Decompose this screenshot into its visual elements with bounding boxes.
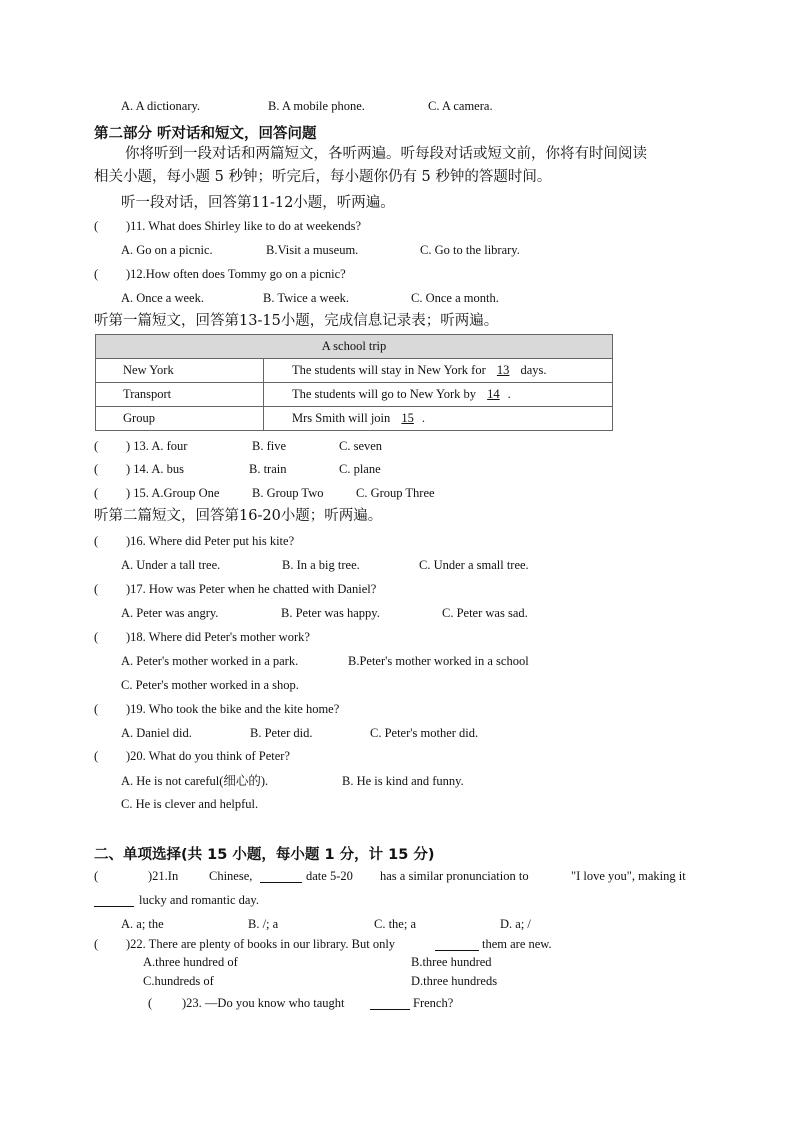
option-b: B. train [249,462,287,476]
option-c: C. Group Three [356,486,435,500]
row-content: Mrs Smith will join 15 . [264,407,613,431]
option-a: A. a; the [121,917,164,931]
option-a: A. Once a week. [121,291,204,305]
option-b: B. In a big tree. [282,558,360,572]
blank-13[interactable]: 13 [496,363,510,377]
option-b: B. He is kind and funny. [342,774,464,788]
blank[interactable] [370,997,410,1010]
answer-paren[interactable]: ( [94,267,99,281]
option-c: C.hundreds of [143,974,214,988]
answer-paren[interactable]: ( [94,937,99,951]
passage1-instruction: 听第一篇短文，回答第13-15小题，完成信息记录表；听两遍。 [94,313,499,329]
answer-paren[interactable]: ( [94,439,99,453]
question-13: ) 13. A. four [126,439,188,453]
option-a: A. Daniel did. [121,726,192,740]
row-content: The students will stay in New York for 13 days. [264,359,613,383]
question-21-text: Chinese, [209,869,253,883]
option-a: A. He is not careful(细心的). [121,774,269,788]
option-b: B. /; a [248,917,279,931]
row-label: Group [96,407,264,431]
dialogue-instruction: 听一段对话，回答第11-12小题，听两遍。 [121,195,395,211]
info-record-table [95,334,613,431]
answer-paren[interactable]: ( [94,534,99,548]
question-22: )22. There are plenty of books in our library. But only [126,937,396,951]
answer-paren[interactable]: ( [94,749,99,763]
row-content: The students will go to New York by 14 . [264,383,613,407]
option-c: C. plane [339,462,381,476]
answer-paren[interactable]: ( [94,869,99,883]
question-22-tail: them are new. [482,937,552,951]
question-20: )20. What do you think of Peter? [126,749,290,763]
blank[interactable] [260,870,302,883]
option-a: A. Peter's mother worked in a park. [121,654,299,668]
option-d: D. a; / [500,917,531,931]
question-21-text: "I love you", making it [571,869,686,883]
answer-paren[interactable]: ( [148,996,153,1010]
answer-paren[interactable]: ( [94,219,99,233]
option-c: C. He is clever and helpful. [121,797,259,811]
option-c: C. Peter was sad. [442,606,528,620]
option-d: D.three hundreds [411,974,498,988]
blank[interactable] [435,938,479,951]
answer-paren[interactable]: ( [94,582,99,596]
question-12: )12.How often does Tommy go on a picnic? [126,267,346,281]
option-a: A. A dictionary. [121,99,201,113]
question-21-number: )21.In [148,869,179,883]
answer-paren[interactable]: ( [94,702,99,716]
option-c: C. Once a month. [411,291,499,305]
option-b: B. A mobile phone. [268,99,365,113]
table-row [96,359,613,383]
answer-paren[interactable]: ( [94,462,99,476]
option-b: B. five [252,439,287,453]
option-b: B.three hundred [411,955,492,969]
blank-14[interactable]: 14 [487,387,500,401]
option-c: C. Go to the library. [420,243,520,257]
question-18: )18. Where did Peter's mother work? [126,630,310,644]
option-c: C. seven [339,439,383,453]
question-21-text: date 5-20 [306,869,353,883]
row-label: New York [96,359,264,383]
option-b: B.Peter's mother worked in a school [348,654,529,668]
option-b: B. Twice a week. [263,291,350,305]
option-b: B. Group Two [252,486,324,500]
question-23: )23. —Do you know who taught [182,996,345,1010]
answer-paren[interactable]: ( [94,486,99,500]
part2-heading: 第二部分 听对话和短文，回答问题 [94,126,317,142]
question-23-tail: French? [413,996,454,1010]
option-b: B. Peter was happy. [281,606,380,620]
answer-paren[interactable]: ( [94,630,99,644]
question-16: )16. Where did Peter put his kite? [126,534,295,548]
question-14: ) 14. A. bus [126,462,184,476]
option-a: A.three hundred of [143,955,238,969]
option-b: B. Peter did. [250,726,313,740]
table-row [96,383,613,407]
passage2-instruction: 听第二篇短文，回答第16-20小题；听两遍。 [94,508,383,524]
option-c: C. Peter's mother did. [370,726,479,740]
option-a: A. Under a tall tree. [121,558,221,572]
question-21-line2: lucky and romantic day. [139,893,259,907]
question-19: )19. Who took the bike and the kite home? [126,702,340,716]
option-c: C. the; a [374,917,417,931]
row-label: Transport [96,383,264,407]
section2-heading: 二、单项选择(共 15 小题，每小题 1 分，计 15 分) [94,847,435,863]
option-c: C. Peter's mother worked in a shop. [121,678,299,692]
option-a: A. Peter was angry. [121,606,219,620]
question-15: ) 15. A.Group One [126,486,220,500]
table-row [96,407,613,431]
part2-intro-line2: 相关小题，每小题 5 秒钟；听完后，每小题你仍有 5 秒钟的答题时间。 [94,169,552,185]
part2-intro-line1: 你将听到一段对话和两篇短文，各听两遍。听每段对话或短文前，你将有时间阅读 [125,146,647,162]
blank[interactable] [94,894,134,907]
option-a: A. Go on a picnic. [121,243,213,257]
table-title: A school trip [96,335,613,359]
question-11: )11. What does Shirley like to do at weekends? [126,219,362,233]
question-17: )17. How was Peter when he chatted with Daniel? [126,582,377,596]
option-b: B.Visit a museum. [266,243,359,257]
option-c: C. A camera. [428,99,493,113]
option-c: C. Under a small tree. [419,558,529,572]
blank-15[interactable]: 15 [401,411,414,425]
question-21-text: has a similar pronunciation to [380,869,529,883]
